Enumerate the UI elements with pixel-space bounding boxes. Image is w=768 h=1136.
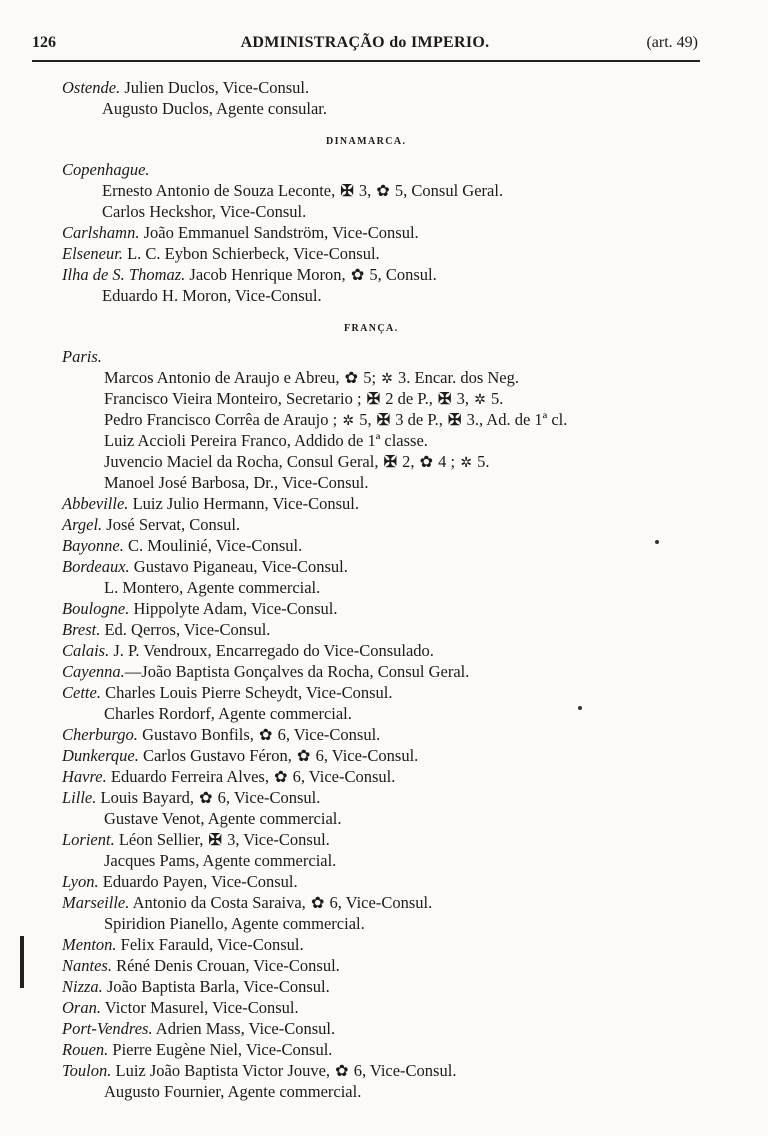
- entry-text: Manoel José Barbosa, Dr., Vice-Consul.: [104, 473, 369, 492]
- order-rose-icon: ✿: [376, 183, 390, 200]
- place-name: Lille.: [62, 788, 97, 807]
- place-name: Toulon.: [62, 1061, 112, 1080]
- entry-text: L. C. Eybon Schierbeck, Vice-Consul.: [122, 244, 380, 263]
- place-name: Ilha de S. Thomaz.: [62, 265, 186, 284]
- place-entry: [62, 515, 240, 535]
- place-entry: [62, 977, 330, 997]
- place-entry: [62, 244, 380, 264]
- ink-speck: [578, 706, 582, 710]
- order-cross-icon: ✠: [366, 391, 381, 408]
- place-entry: [62, 620, 270, 640]
- place-entry: [62, 746, 418, 767]
- place-entry: [62, 893, 432, 914]
- place-entry: [62, 872, 298, 892]
- entry-text: João Emmanuel Sandström, Vice-Consul.: [139, 223, 419, 242]
- order-rose-icon: ✿: [419, 454, 434, 471]
- place-entry: [62, 830, 330, 851]
- place-entry: [62, 956, 340, 976]
- entry-text: L. Montero, Agente commercial.: [104, 578, 321, 597]
- entry-text: Gustave Venot, Agente commercial.: [104, 809, 342, 828]
- place-name: Rouen.: [62, 1040, 109, 1059]
- place-name: Abbeville.: [62, 494, 129, 513]
- entry-text: Réné Denis Crouan, Vice-Consul.: [111, 956, 340, 975]
- page-header: [32, 34, 698, 56]
- order-rose-icon: ✿: [335, 1063, 349, 1080]
- entry-text: Charles Louis Pierre Scheydt, Vice-Consul.: [100, 683, 393, 702]
- entry-text: Antonio da Costa Saraiva, ✿ 6, Vice-Consul.: [129, 893, 433, 912]
- place-name: Bayonne.: [62, 536, 124, 555]
- entry-text: —João Baptista Gonçalves da Rocha, Consul Geral.: [124, 662, 470, 681]
- order-rose-icon: ✿: [297, 748, 311, 765]
- entry-text: Pierre Eugène Niel, Vice-Consul.: [108, 1040, 333, 1059]
- order-star-icon: ✲: [342, 414, 355, 429]
- entry-text: Hippolyte Adam, Vice-Consul.: [129, 599, 338, 618]
- place-entry: [62, 641, 434, 661]
- place-entry: [62, 599, 338, 619]
- person-entry: [104, 914, 365, 934]
- entry-text: Jacques Pams, Agente commercial.: [104, 851, 337, 870]
- person-entry: [104, 1082, 361, 1102]
- entry-text: Eduardo Payen, Vice-Consul.: [98, 872, 298, 891]
- place-name: Marseille.: [62, 893, 130, 912]
- entry-text: Luiz Julio Hermann, Vice-Consul.: [128, 494, 360, 513]
- entry-text: Victor Masurel, Vice-Consul.: [100, 998, 299, 1017]
- entry-text: Eduardo Ferreira Alves, ✿ 6, Vice-Consul.: [106, 767, 396, 786]
- person-entry: [104, 809, 342, 829]
- person-entry: [104, 704, 352, 724]
- person-entry: [104, 431, 428, 451]
- order-cross-icon: ✠: [340, 183, 354, 200]
- entry-text: Gustavo Bonfils, ✿ 6, Vice-Consul.: [137, 725, 381, 744]
- entry-text: Julien Duclos, Vice-Consul.: [120, 78, 310, 97]
- place-name: Dunkerque.: [62, 746, 139, 765]
- order-star-icon: ✲: [381, 372, 393, 387]
- order-rose-icon: ✿: [199, 790, 213, 807]
- place-name: Lyon.: [62, 872, 99, 891]
- place-name: Havre.: [62, 767, 107, 786]
- order-rose-icon: ✿: [344, 370, 359, 387]
- entry-text: Léon Sellier, ✠ 3, Vice-Consul.: [114, 830, 330, 849]
- person-entry: [104, 368, 519, 390]
- place-entry: [62, 1061, 456, 1082]
- section-title: FRANÇA.: [344, 323, 399, 334]
- person-entry: [104, 473, 369, 493]
- place-name: Nantes.: [62, 956, 112, 975]
- entry-text: Gustavo Piganeau, Vice-Consul.: [129, 557, 348, 576]
- person-entry: [104, 851, 336, 871]
- place-name: Carlshamn.: [62, 223, 140, 242]
- section-title: DINAMARCA.: [326, 136, 407, 147]
- entry-text: Carlos Gustavo Féron, ✿ 6, Vice-Consul.: [138, 746, 419, 765]
- order-rose-icon: ✿: [310, 895, 325, 912]
- place-entry: [62, 683, 392, 703]
- place-entry: [62, 78, 309, 98]
- place-name: Menton.: [62, 935, 117, 954]
- place-entry: [62, 788, 320, 809]
- place-name: Calais.: [62, 641, 110, 660]
- order-star-icon: ✲: [460, 456, 472, 471]
- entry-text: Jacob Henrique Moron, ✿ 5, Consul.: [185, 265, 437, 284]
- margin-ink-mark: [20, 936, 24, 988]
- place-name: Lorient.: [62, 830, 115, 849]
- entry-text: Felix Farauld, Vice-Consul.: [116, 935, 304, 954]
- header-rule: [32, 60, 700, 62]
- place-entry: [62, 998, 299, 1018]
- place-name: Bordeaux.: [62, 557, 130, 576]
- entry-text: Marcos Antonio de Araujo e Abreu, ✿ 5; ✲ 3. Encar. dos Neg.: [104, 368, 519, 387]
- entry-text: Eduardo H. Moron, Vice-Consul.: [102, 286, 322, 305]
- place-name: Cayenna.: [62, 662, 125, 681]
- place-name: Elseneur.: [62, 244, 123, 263]
- place-entry: [62, 1019, 335, 1039]
- person-entry: [104, 389, 503, 411]
- place-entry: [62, 160, 150, 180]
- order-cross-icon: ✠: [376, 412, 391, 429]
- place-entry: [62, 536, 302, 556]
- entry-text: Carlos Heckshor, Vice-Consul.: [102, 202, 307, 221]
- place-entry: [62, 494, 359, 514]
- place-name: Argel.: [62, 515, 103, 534]
- entry-text: C. Moulinié, Vice-Consul.: [123, 536, 303, 555]
- entry-text: Pedro Francisco Corrêa de Araujo ; ✲ 5, ✠ 3 de P., ✠ 3., Ad. de 1ª cl.: [104, 410, 567, 429]
- person-entry: [102, 286, 322, 306]
- place-name: Nizza.: [62, 977, 103, 996]
- page-number: 126: [32, 34, 56, 51]
- place-name: Cette.: [62, 683, 101, 702]
- place-entry: [62, 935, 304, 955]
- order-rose-icon: ✿: [274, 769, 288, 786]
- place-entry: [62, 767, 395, 788]
- entry-text: J. P. Vendroux, Encarregado do Vice-Consulado.: [109, 641, 434, 660]
- place-entry: [62, 662, 469, 682]
- article-reference: (art. 49): [646, 34, 698, 51]
- order-cross-icon: ✠: [448, 412, 462, 429]
- place-name: Copenhague.: [62, 160, 150, 179]
- person-entry: [102, 202, 306, 222]
- person-entry: [104, 578, 320, 598]
- place-name: Brest.: [62, 620, 101, 639]
- place-name: Paris.: [62, 347, 102, 366]
- entry-text: João Baptista Barla, Vice-Consul.: [102, 977, 330, 996]
- entry-text: Luiz João Baptista Victor Jouve, ✿ 6, Vice-Consul.: [111, 1061, 457, 1080]
- order-cross-icon: ✠: [208, 832, 222, 849]
- ink-speck: [655, 540, 659, 544]
- entry-text: Adrien Mass, Vice-Consul.: [152, 1019, 336, 1038]
- page-title: ADMINISTRAÇÃO do IMPERIO.: [240, 34, 490, 51]
- place-entry: [62, 1040, 332, 1060]
- entry-text: Juvencio Maciel da Rocha, Consul Geral, ✠ 2, ✿ 4 ; ✲ 5.: [104, 452, 489, 471]
- person-entry: [102, 181, 503, 202]
- place-name: Port-Vendres.: [62, 1019, 153, 1038]
- place-entry: [62, 347, 102, 367]
- place-name: Ostende.: [62, 78, 121, 97]
- entry-text: Luiz Accioli Pereira Franco, Addido de 1ª classe.: [104, 431, 428, 450]
- order-star-icon: ✲: [474, 393, 486, 408]
- place-entry: [62, 557, 348, 577]
- entry-text: Augusto Duclos, Agente consular.: [102, 99, 328, 118]
- entry-text: Louis Bayard, ✿ 6, Vice-Consul.: [96, 788, 321, 807]
- entry-text: Ernesto Antonio de Souza Leconte, ✠ 3, ✿ 5, Consul Geral.: [102, 181, 504, 200]
- person-entry: [102, 99, 327, 119]
- order-cross-icon: ✠: [438, 391, 452, 408]
- place-name: Oran.: [62, 998, 101, 1017]
- place-entry: [62, 265, 437, 286]
- entry-text: Spiridion Pianello, Agente commercial.: [104, 914, 365, 933]
- entry-text: José Servat, Consul.: [102, 515, 241, 534]
- person-entry: [104, 410, 567, 432]
- place-name: Boulogne.: [62, 599, 130, 618]
- entry-text: Ed. Qerros, Vice-Consul.: [100, 620, 271, 639]
- order-rose-icon: ✿: [259, 727, 273, 744]
- order-rose-icon: ✿: [350, 267, 365, 284]
- entry-text: Charles Rordorf, Agente commercial.: [104, 704, 352, 723]
- place-entry: [62, 223, 419, 243]
- entry-text: Francisco Vieira Monteiro, Secretario ; ✠ 2 de P., ✠ 3, ✲ 5.: [104, 389, 503, 408]
- entry-text: Augusto Fournier, Agente commercial.: [104, 1082, 362, 1101]
- place-name: Cherburgo.: [62, 725, 138, 744]
- order-cross-icon: ✠: [383, 454, 397, 471]
- person-entry: [104, 452, 489, 474]
- place-entry: [62, 725, 380, 746]
